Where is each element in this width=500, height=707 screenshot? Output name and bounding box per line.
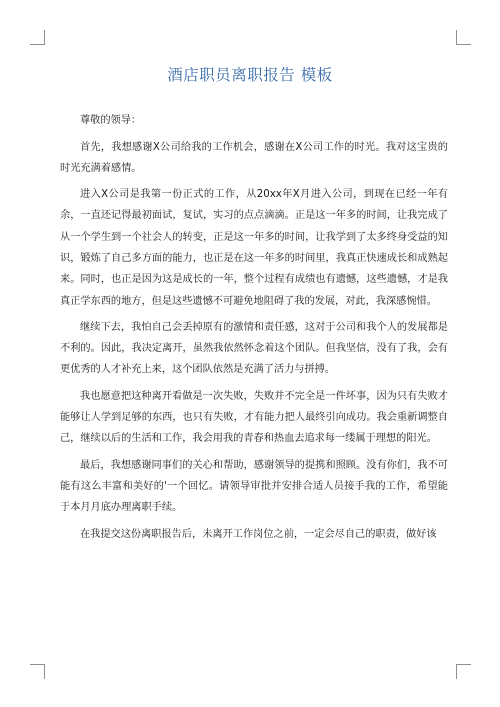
salutation: 尊敬的领导： — [80, 115, 142, 126]
paragraph-4: 我也愿意把这种离开看做是一次失败，失败并不完全是一件坏事，因为只有失败才能够让人学到足够的东西，也只有失败，才有能力把人最终引向成功。我会重新调整自己，继续以后的生活和工作，我会用我的青春和热血去追求每一缕属于理想的阳光。 — [60, 390, 448, 445]
paragraph-3: 继续下去，我怕自己会丢掉原有的激情和责任感，这对于公司和我个人的发展都是不利的。因此，我决定离开，虽然我依然怀念着这个团队。但我坚信，没有了我，会有更优秀的人才补充上来，这个团队依然是充满了活力与拼搏。 — [60, 321, 448, 376]
paragraph-6: 在我提交这份离职报告后，未离开工作岗位之前，一定会尽自己的职责，做好该 — [80, 528, 437, 540]
paragraph-1: 首先，我想感谢X公司给我的工作机会，感谢在X公司工作的时光。我对这宝贵的时光充满着感情。 — [60, 141, 448, 174]
paragraph-5: 最后，我想感谢同事们的关心和帮助，感谢领导的提携和照顾。没有你们，我不可能有这么丰富和美好的'一个回忆。请领导审批并安排合适人员接手我的工作，希望能于本月月底办理离职手续。 — [60, 459, 448, 514]
crop-mark-bottom-left — [30, 664, 45, 679]
crop-mark-bottom-right — [456, 664, 471, 679]
crop-mark-top-right — [456, 30, 471, 45]
paragraph-2: 进入X公司是我第一份正式的工作，从20xx年X月进入公司，到现在已经一年有余，一直还记得最初面试，复试，实习的点点滴滴。正是这一年多的时间，让我完成了从一个学生到一个社会人的转变，正是这一年多的时间，让我学到了太多终身受益的知识，锻炼了自己多方面的能力，也正是在这一年多的时间里，我真正快速成长和成熟起来。同时，也正是因为这是成长的一年，整个过程有成绩也有遗憾，这些遗憾，才是我真正学东西的地方，但是这些遗憾不可避免地阻碍了我的发展，对此，我深感惋惜。 — [60, 189, 448, 307]
document-title: 酒店职员离职报告 模板 — [167, 66, 333, 84]
crop-mark-top-left — [30, 30, 45, 45]
document-body — [60, 108, 448, 550]
